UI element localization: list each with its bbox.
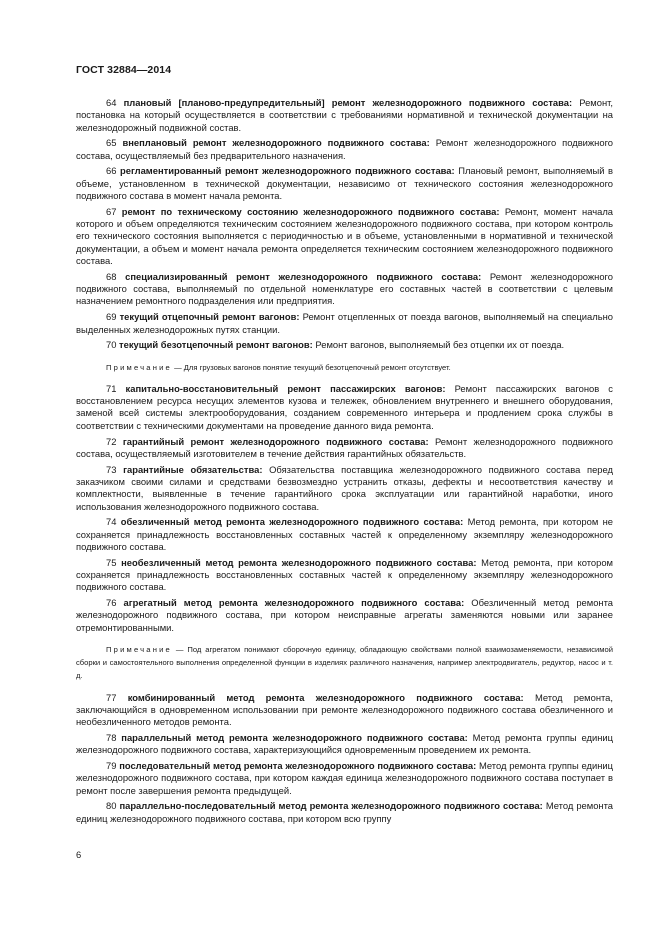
definition-term: гарантийные обязательства:: [123, 463, 263, 475]
definition-term: параллельно-последовательный метод ремонта железнодорожного подвижного состава:: [119, 800, 543, 812]
definition-paragraph: [76, 760, 613, 797]
definition-term: регламентированный ремонт железнодорожного подвижного состава:: [120, 165, 455, 177]
document-body: [76, 97, 613, 829]
definition-paragraph: [76, 732, 613, 757]
note-aggregate: [76, 643, 613, 683]
definition-number: 79: [106, 760, 117, 772]
definition-text: Метод ремонта, при котором сохраняется принадлежность восстановленных составных частей к определенному экземпляру железнодорожного подвижного состава.: [76, 556, 614, 593]
definition-text: Ремонт пассажирских вагонов с восстановлением ресурса несущих элементов кузова и тележек, обновлением внутреннего и внешнего оборудования, заменой всей системы электрооборудования, созданием современного интерьера и продлением срока службы в соответствии с техническими документами на проведение данного вида ремонта.: [76, 382, 613, 431]
definition-term: текущий безотцепочный ремонт вагонов:: [119, 339, 313, 351]
definition-term: агрегатный метод ремонта железнодорожного подвижного состава:: [123, 597, 465, 609]
definition-number: 76: [106, 597, 117, 609]
definition-paragraph: [76, 516, 613, 553]
definition-paragraph: [76, 464, 613, 513]
document-header: ГОСТ 32884—2014: [76, 64, 172, 76]
definition-paragraph: [76, 271, 613, 308]
definition-number: 64: [106, 97, 117, 108]
definition-paragraph: [76, 800, 613, 825]
note-text: — Под агрегатом понимают сборочную единицу, обладающую свойствами полной взаимозаменяемости, независимой сборки и самостоятельного выполнения определенной функции в изделиях различного назначения, например электродвигатель, редуктор, насос и т. д.: [76, 644, 613, 681]
definitions-group-a: [76, 97, 613, 352]
definition-paragraph: [76, 165, 613, 202]
definition-text: Ремонт железнодорожного подвижного состава, выполняемый по отдельной номенклатуре его составных частей в соответствии с целевым назначением ремонтного подразделения или предприятия.: [76, 270, 613, 307]
definition-number: 75: [106, 556, 117, 568]
definition-term: необезличенный метод ремонта железнодорожного подвижного состава:: [121, 556, 477, 568]
definition-number: 70: [106, 339, 117, 351]
definition-term: специализированный ремонт железнодорожного подвижного состава:: [125, 270, 482, 282]
definition-text: Метод ремонта группы единиц железнодорожного подвижного состава, при котором каждая единица железнодорожного подвижного состава поступает в ремонт после завершения ремонта предыдущей.: [76, 760, 614, 796]
definition-text: Метод ремонта единиц железнодорожного подвижного состава, при котором всю группу: [76, 800, 613, 824]
page-number: 6: [76, 849, 82, 860]
definition-paragraph: [76, 597, 613, 634]
definition-number: 66: [106, 165, 117, 177]
definition-number: 73: [106, 463, 117, 475]
definition-text: Метод ремонта группы единиц железнодорожного подвижного состава, характеризующийся одновременным проведением их ремонта.: [76, 731, 613, 756]
definition-term: последовательный метод ремонта железнодорожного подвижного состава:: [119, 760, 477, 772]
definition-paragraph: [76, 206, 613, 267]
definition-paragraph: [76, 311, 613, 336]
definition-term: гарантийный ремонт железнодорожного подвижного состава:: [122, 435, 429, 447]
definition-text: Ремонт железнодорожного подвижного состава, осуществляемый без предварительного назначения.: [76, 137, 614, 161]
definition-text: Метод ремонта, заключающийся в одновременном использовании при ремонте железнодорожного подвижного состава обезличенного и необезличенного методов ремонта.: [76, 691, 613, 728]
note-text: — Для грузовых вагонов понятие текущий безотцепочный ремонт отсутствует.: [174, 362, 451, 372]
definition-term: комбинированный метод ремонта железнодорожного подвижного состава:: [127, 691, 524, 703]
definition-text: Ремонт железнодорожного подвижного состава, осуществляемый изготовителем в течение действия гарантийных обязательств.: [76, 435, 614, 459]
definition-number: 67: [106, 205, 117, 217]
definition-number: 71: [106, 382, 117, 394]
definition-term: плановый [планово-предупредительный] ремонт железнодорожного подвижного состава:: [123, 97, 573, 108]
definition-number: 65: [106, 137, 117, 149]
note-label: Примечание: [106, 644, 172, 654]
definition-paragraph: [76, 692, 613, 729]
definition-text: Ремонт отцепленных от поезда вагонов, выполняемый на специально выделенных железнодорожных путях станции.: [76, 311, 613, 335]
definition-text: Ремонт, момент начала которого и объем определяются техническим состоянием железнодорожного подвижного состава, при котором контроль его технического состояния выполняется с периодичностью и в объеме, установленными в нормативной и технической документации, а объем и момент начала ремонта определяется техническим состоянием железнодорожного подвижного состава.: [76, 205, 614, 267]
definition-text: Обезличенный метод ремонта железнодорожного подвижного состава, при котором неисправные агрегаты заменяются новыми или заранее отремонтированными.: [76, 597, 613, 633]
definition-number: 78: [106, 731, 117, 743]
definition-term: внеплановый ремонт железнодорожного подвижного состава:: [122, 137, 430, 149]
definition-text: Ремонт, постановка на который осуществляется в соответствии с требованиями нормативной и технической документации на железнодорожный подвижной состав.: [76, 97, 613, 133]
definitions-group-b: [76, 383, 613, 634]
definition-term: капитально-восстановительный ремонт пассажирских вагонов:: [125, 382, 446, 394]
definition-paragraph: [76, 137, 613, 162]
definition-number: 72: [106, 435, 117, 447]
definition-text: Плановый ремонт, выполняемый в объеме, установленном в технической документации, независимо от технического состояния железнодорожного подвижного состава в момент начала ремонта.: [76, 165, 613, 202]
definition-number: 68: [106, 270, 117, 282]
definition-paragraph: [76, 97, 613, 134]
definitions-group-c: [76, 692, 613, 825]
definition-term: обезличенный метод ремонта железнодорожного подвижного состава:: [120, 516, 464, 528]
definition-paragraph: [76, 383, 613, 432]
definition-number: 77: [106, 691, 117, 703]
definition-term: параллельный метод ремонта железнодорожного подвижного состава:: [121, 731, 468, 743]
definition-term: текущий отцепочный ремонт вагонов:: [119, 311, 300, 323]
definition-text: Метод ремонта, при котором не сохраняется принадлежность восстановленных составных частей к определенному экземпляру железнодорожного подвижного состава.: [76, 516, 613, 552]
definition-number: 74: [106, 516, 117, 528]
definition-paragraph: [76, 436, 613, 461]
definition-term: ремонт по техническому состоянию железнодорожного подвижного состава:: [121, 205, 500, 217]
definition-number: 69: [106, 311, 117, 323]
definition-text: Обязательства поставщика железнодорожного подвижного состава перед заказчиком своими силами и средствами безвозмездно устранить отказы, дефекты и несоответствия качеству и комплектности, выявленные в течение гарантийного срока эксплуатации или гарантийной наработки, иного использования железнодорожного подвижного состава.: [76, 463, 613, 512]
definition-paragraph: [76, 557, 613, 594]
definition-number: 80: [106, 800, 117, 812]
definition-paragraph: [76, 339, 613, 351]
note-grain-wagons: [76, 361, 613, 374]
note-label: Примечание: [106, 362, 172, 372]
definition-text: Ремонт вагонов, выполняемый без отцепки их от поезда.: [315, 339, 565, 351]
